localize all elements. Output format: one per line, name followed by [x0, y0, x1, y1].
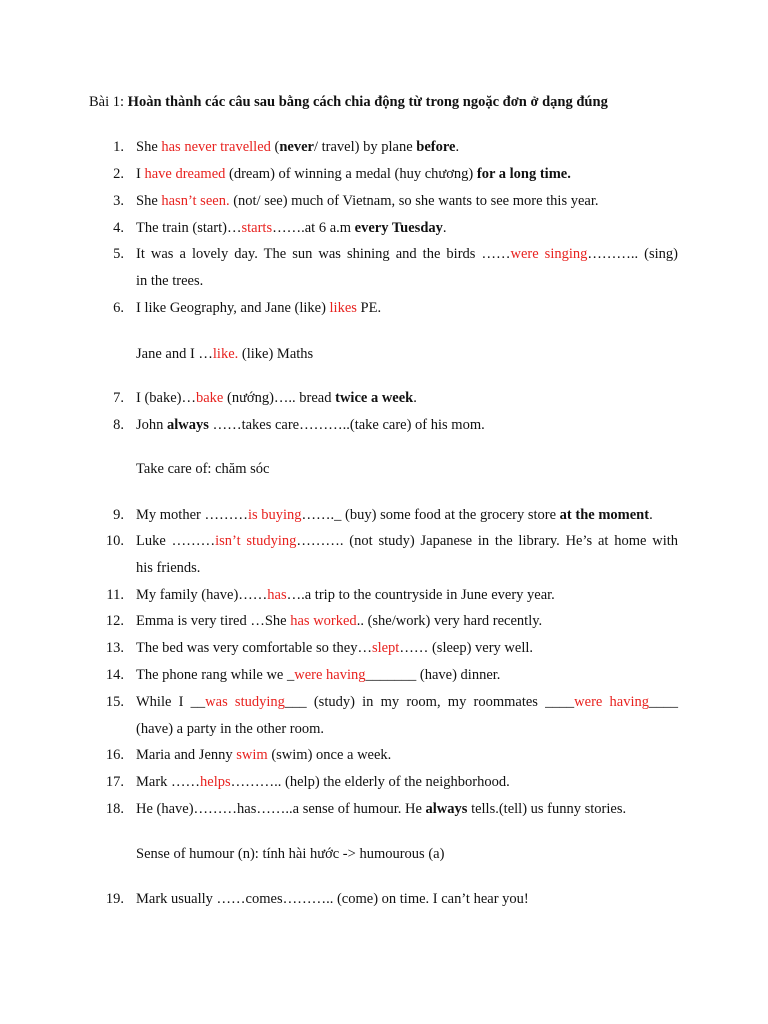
question-number: 18. [105, 801, 124, 817]
answer: helps [200, 774, 231, 790]
question-text: The bed was very comfortable so they…slept…… (sleep) very well. [136, 640, 534, 656]
question-text: I (bake)…bake (nướng)….. bread twice a week. [136, 390, 417, 406]
question-number: 8. [113, 417, 124, 433]
answer: bake [195, 390, 224, 406]
question-number: 17. [105, 774, 124, 790]
exercise-title [89, 94, 608, 111]
answer: have dreamed [144, 166, 226, 182]
note-line: Jane and I …like. (like) Maths [136, 346, 314, 362]
question-text: The phone rang while we _were having_______ (have) dinner. [136, 667, 501, 683]
question-text: He (have)………has……..a sense of humour. He always tells.(tell) us funny stories. [136, 801, 627, 817]
exercise-instruction: Hoàn thành các câu sau bằng cách chia động từ trong ngoặc đơn ở dạng đúng [127, 94, 608, 110]
question-number: 7. [113, 390, 124, 406]
answer: slept [371, 640, 400, 656]
question-number: 10. [105, 533, 124, 549]
question-number: 14. [105, 667, 124, 683]
answer: is buying [247, 507, 302, 523]
answer: like. [212, 346, 239, 362]
question-15-continued: (have) a party in the other room. [136, 721, 325, 737]
question-text: I have dreamed (dream) of winning a medal (huy chương) for a long time. [136, 166, 571, 182]
question-number: 4. [113, 220, 124, 236]
answer: has [267, 587, 287, 603]
note-line: Sense of humour (n): tính hài hước -> humourous (a) [136, 846, 445, 862]
answer: hasn’t seen. [161, 193, 230, 209]
question-text: The train (start)…starts…….at 6 a.m every Tuesday. [136, 220, 447, 236]
question-text: Luke ………isn’t studying………. (not study) Japanese in the library. He’s at home with [136, 533, 679, 549]
answer: swim [236, 747, 268, 763]
question-text: Emma is very tired …She has worked.. (she/work) very hard recently. [136, 613, 543, 629]
answer: were singing [510, 246, 588, 262]
answer: were having [574, 694, 650, 710]
answer: were having [294, 667, 366, 683]
answer: isn’t studying [215, 533, 297, 549]
question-number: 19. [105, 891, 124, 907]
question-number: 12. [105, 613, 124, 629]
question-number: 13. [105, 640, 124, 656]
question-number: 16. [105, 747, 124, 763]
question-text: Maria and Jenny swim (swim) once a week. [136, 747, 392, 763]
question-number: 2. [113, 166, 124, 182]
question-text: Mark usually ……comes……….. (come) on time. I can’t hear you! [136, 891, 529, 907]
question-10-continued: his friends. [136, 560, 201, 576]
exercise-number: Bài 1: [89, 94, 128, 110]
question-text: I like Geography, and Jane (like) likes PE. [136, 300, 382, 316]
question-text: My mother ………is buying……._ (buy) some food at the grocery store at the moment. [136, 507, 653, 523]
question-text: John always ……takes care………..(take care) of his mom. [136, 417, 485, 433]
answer: has never travelled [161, 139, 271, 155]
question-number: 5. [113, 246, 124, 262]
answer: was studying [205, 694, 285, 710]
question-number: 15. [105, 694, 124, 710]
question-text: It was a lovely day. The sun was shining and the birds ……were singing……….. (sing) [136, 246, 679, 262]
note-line: Take care of: chăm sóc [136, 461, 270, 477]
question-text: Mark ……helps……….. (help) the elderly of the neighborhood. [136, 774, 510, 790]
answer: starts [241, 220, 273, 236]
question-number: 1. [113, 139, 124, 155]
answer: has worked [290, 613, 357, 629]
question-text: She hasn’t seen. (not/ see) much of Vietnam, so she wants to see more this year. [136, 193, 599, 209]
question-number: 3. [113, 193, 124, 209]
question-5-continued: in the trees. [136, 273, 204, 289]
question-number: 11. [106, 587, 124, 603]
question-text: While I __was studying___ (study) in my room, my roommates ____were having____ [136, 694, 679, 710]
question-number: 9. [113, 507, 124, 523]
answer: likes [329, 300, 357, 316]
question-number: 6. [113, 300, 124, 316]
question-text: She has never travelled (never/ travel) by plane before. [136, 139, 460, 155]
question-text: My family (have)……has….a trip to the countryside in June every year. [136, 587, 555, 603]
